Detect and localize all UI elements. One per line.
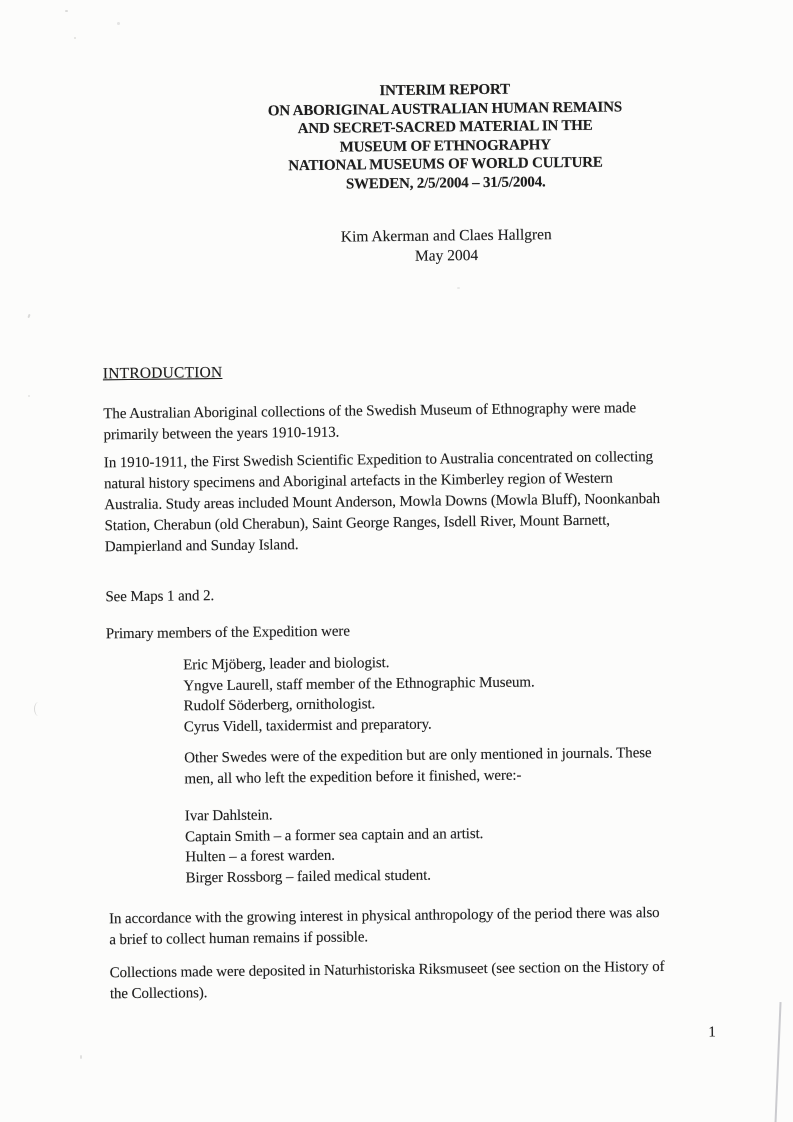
list-item: Eric Mjöberg, leader and biologist. [183, 655, 390, 674]
report-title-line: NATIONAL MUSEUMS OF WORLD CULTURE [288, 155, 603, 175]
section-heading-introduction: INTRODUCTION [102, 363, 223, 383]
text-line: Australia. Study areas included Mount Anderson, Mowla Downs (Mowla Bluff), Noonkanbah [104, 491, 661, 514]
text-line: Other Swedes were of the expedition but are only mentioned in journals. These [184, 745, 652, 767]
report-title-line: SWEDEN, 2/5/2004 – 31/5/2004. [345, 174, 546, 193]
primary-members-list [183, 651, 535, 737]
list-item: Birger Rossborg – failed medical student. [185, 867, 431, 887]
text-line: a brief to collect human remains if possible. [109, 929, 369, 949]
text-line: Dampierland and Sunday Island. [104, 537, 299, 556]
list-item: Yngve Laurell, staff member of the Ethnographic Museum. [183, 674, 535, 695]
paragraph-expedition [104, 447, 661, 558]
report-title-line: MUSEUM OF ETHNOGRAPHY [339, 136, 551, 156]
byline-block [101, 222, 791, 269]
text-line: Collections made were deposited in Naturhistoriska Riksmuseet (see section on the History of [109, 958, 665, 982]
other-members-list [185, 803, 484, 889]
page-number: 1 [708, 1024, 716, 1041]
text-line: the Collections). [109, 985, 208, 1003]
scan-smudge-curve [34, 702, 43, 716]
scan-speck [80, 1055, 82, 1059]
scan-speck [457, 287, 460, 289]
text-line: In accordance with the growing interest in physical anthropology of the period there was also [108, 905, 660, 928]
list-item: Cyrus Videll, taxidermist and preparatory. [183, 716, 432, 736]
report-title-block [100, 78, 791, 197]
byline-authors: Kim Akerman and Claes Hallgren [340, 226, 552, 246]
report-title-line: AND SECRET-SACRED MATERIAL IN THE [297, 117, 593, 138]
members-intro [106, 622, 350, 646]
scan-speck [65, 10, 68, 12]
report-title-line: ON ABORIGINAL AUSTRALIAN HUMAN REMAINS [267, 99, 623, 120]
report-title-line: INTERIM REPORT [379, 81, 510, 100]
text-line: natural history specimens and Aboriginal artefacts in the Kimberley region of Western [104, 470, 613, 493]
scan-speck [74, 37, 76, 39]
scan-speck [28, 395, 30, 397]
text-line: men, all who left the expedition before it finished, were:- [184, 767, 522, 788]
scan-speck [117, 22, 120, 25]
other-swedes-note [184, 743, 652, 790]
text-line: The Australian Aboriginal collections of the Swedish Museum of Ethnography were made [103, 400, 637, 423]
text-line: See Maps 1 and 2. [105, 588, 215, 606]
paragraph-anthropology [109, 903, 660, 951]
text-line: Station, Cherabun (old Cherabun), Saint George Ranges, Isdell River, Mount Barnett, [104, 512, 610, 535]
byline-date: May 2004 [414, 246, 479, 265]
text-line: primarily between the years 1910-1913. [103, 424, 340, 444]
text-line: Primary members of the Expedition were [105, 623, 350, 643]
list-item: Captain Smith – a former sea captain and an artist. [185, 825, 484, 846]
see-maps-note [105, 586, 214, 608]
list-item: Ivar Dahlstein. [184, 807, 273, 825]
list-item: Hulten – a forest warden. [185, 847, 335, 866]
paragraph-deposited [110, 957, 665, 1005]
paragraph-collections [103, 398, 636, 446]
list-item: Rudolf Söderberg, ornithologist. [183, 696, 376, 715]
text-line: In 1910-1911, the First Swedish Scientific Expedition to Australia concentrated on collecting [103, 449, 654, 472]
